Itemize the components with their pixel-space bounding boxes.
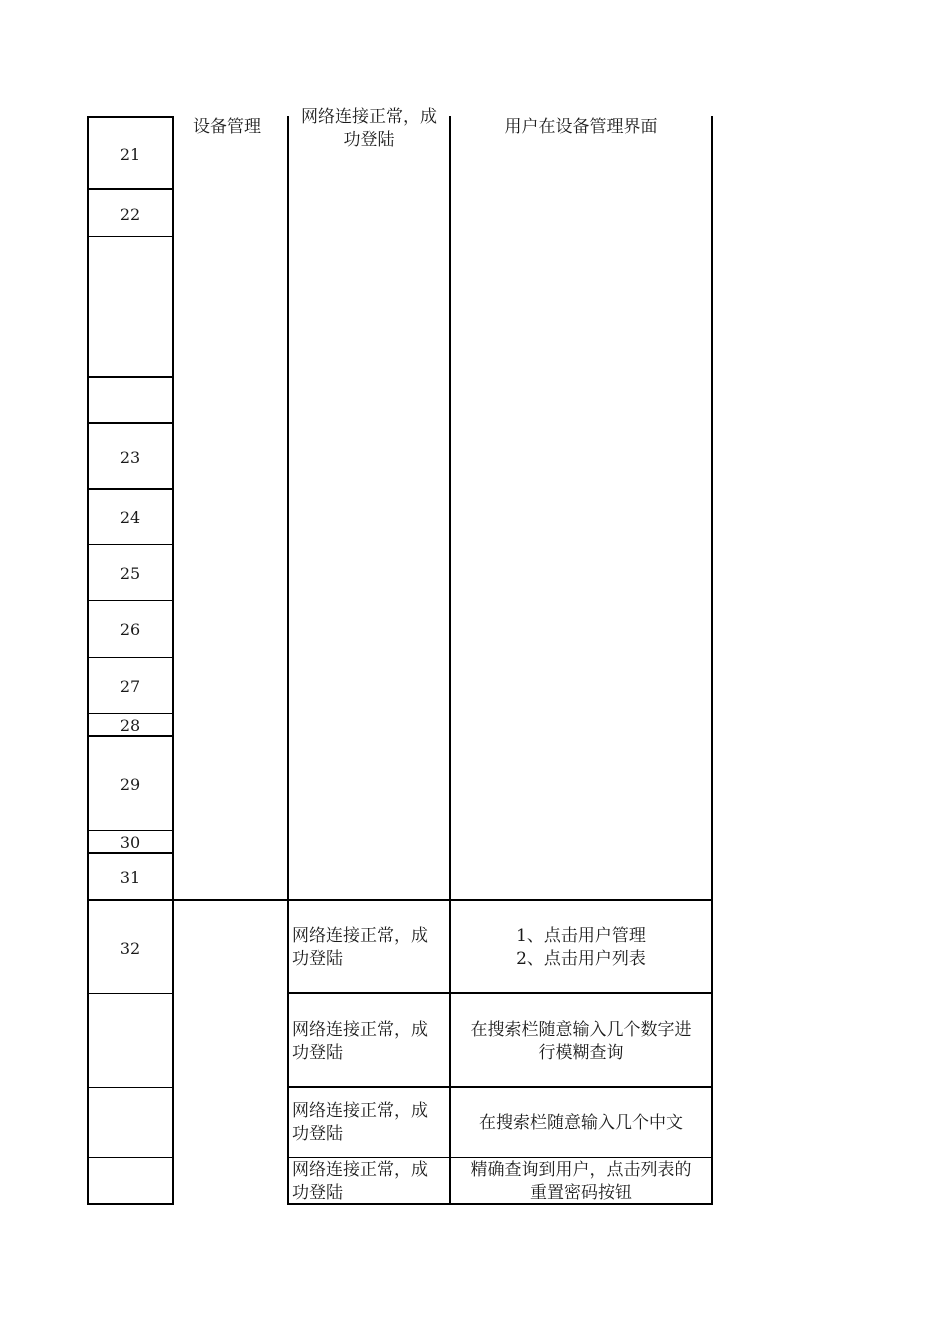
row-line [87, 376, 174, 378]
row-line [87, 1203, 174, 1205]
precondition-cell: 网络连接正常，成 功登陆 [292, 926, 428, 969]
step-cell: 1、点击用户管理 2、点击用户列表 [516, 926, 646, 969]
row-number: 22 [119, 205, 141, 224]
step-cell: 精确查询到用户，点击列表的 重置密码按钮 [470, 1160, 692, 1203]
row-line [87, 657, 174, 658]
step-cell: 在搜索栏随意输入几个中文 [479, 1113, 683, 1133]
row-number: 30 [119, 833, 141, 852]
row-number: 29 [119, 775, 141, 794]
row-line [287, 992, 713, 994]
row-number: 31 [119, 868, 141, 887]
col-line-left [87, 116, 89, 1205]
row-line [87, 1157, 174, 1158]
precondition-cell: 网络连接正常，成 功登陆 [292, 1020, 428, 1063]
row-number: 28 [119, 716, 141, 735]
row-number: 26 [119, 620, 141, 639]
row-line [87, 544, 174, 545]
row-number: 23 [119, 448, 141, 467]
col-line-step-right [711, 116, 713, 902]
row-line [287, 1157, 713, 1158]
row-number: 21 [119, 145, 141, 164]
precondition-cell: 网络连接正常，成 功登陆 [292, 1101, 428, 1144]
precondition-merged-cell-wrap [289, 107, 449, 158]
step-cell: 在搜索栏随意输入几个数字进 行模糊查询 [470, 1020, 692, 1063]
row-number: 24 [119, 508, 141, 527]
row-line [87, 422, 174, 424]
row-line [87, 116, 174, 118]
module-cell: 设备管理 [193, 117, 261, 137]
row-number: 32 [119, 939, 141, 958]
row-line [87, 993, 174, 994]
row-number: 25 [119, 564, 141, 583]
row-number: 27 [119, 677, 141, 696]
precondition-cell: 网络连接正常，成 功登陆 [292, 1160, 428, 1203]
precondition-merged-cell: 网络连接正常，成 功登陆 [301, 107, 437, 150]
step-merged-cell: 用户在设备管理界面 [504, 117, 658, 137]
row-line [87, 488, 174, 490]
row-line [287, 1086, 713, 1088]
row-line [87, 188, 174, 190]
col-line-id-right [172, 116, 174, 1205]
row-line [87, 600, 174, 601]
col-line-module-right [287, 116, 289, 1205]
row-line [87, 899, 713, 901]
row-line [87, 1087, 174, 1088]
col-line-step-right-lower [711, 899, 713, 1205]
row-line [87, 236, 174, 237]
